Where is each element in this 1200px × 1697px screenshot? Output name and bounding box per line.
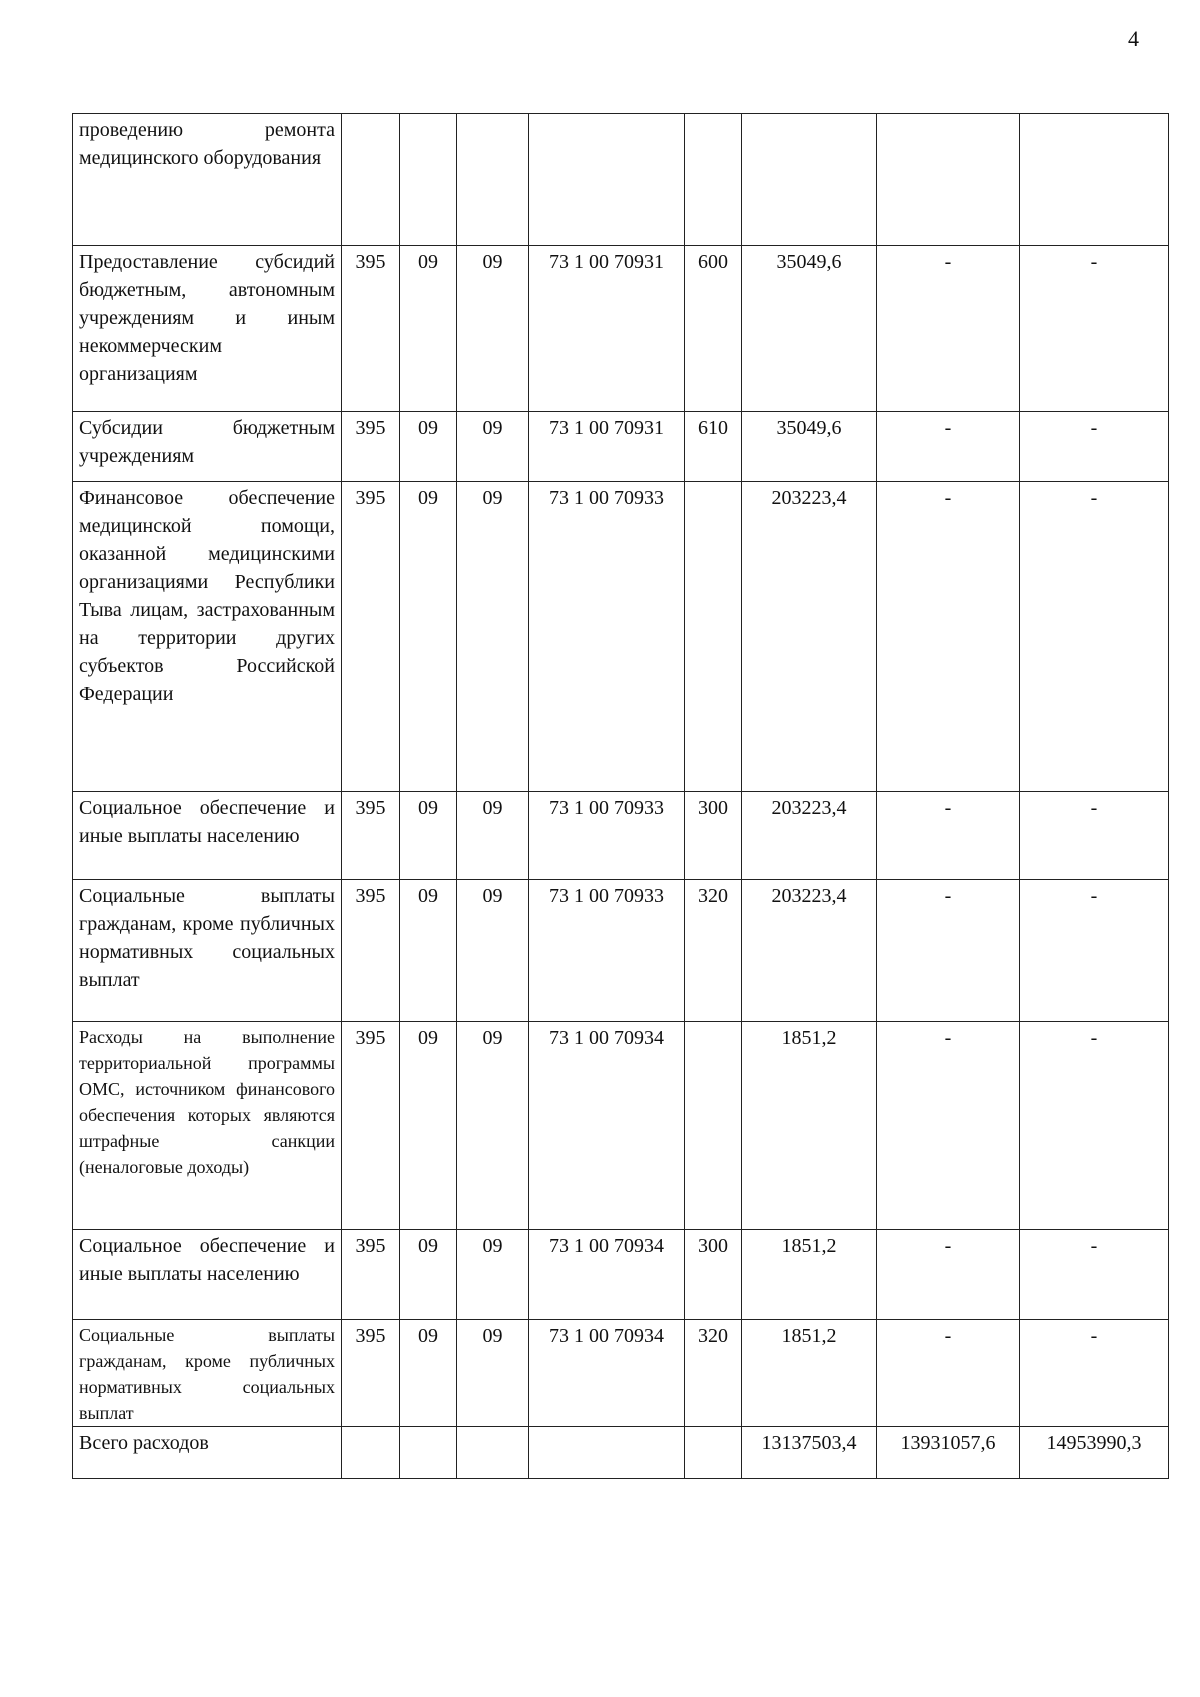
amount-year3-cell: - [1020, 412, 1169, 482]
amount-year1-cell [742, 114, 877, 246]
total-row [73, 1427, 1169, 1479]
subsection-cell: 09 [457, 1320, 529, 1427]
section-cell: 09 [400, 246, 457, 412]
table-row [73, 246, 1169, 412]
amount-year2-cell: - [877, 792, 1020, 880]
amount-year1-cell: 35049,6 [742, 412, 877, 482]
amount-year3-cell: - [1020, 1022, 1169, 1230]
grbs-cell: 395 [342, 412, 400, 482]
target-article-cell: 73 1 00 70934 [529, 1320, 685, 1427]
row-name: Социальное обеспечение и иные выплаты населению [73, 1230, 342, 1320]
amount-year1-cell: 203223,4 [742, 792, 877, 880]
section-cell: 09 [400, 1230, 457, 1320]
section-cell: 09 [400, 1022, 457, 1230]
expense-type-cell [685, 1427, 742, 1479]
section-cell: 09 [400, 412, 457, 482]
expense-type-cell [685, 482, 742, 792]
subsection-cell [457, 1427, 529, 1479]
target-article-cell: 73 1 00 70934 [529, 1230, 685, 1320]
grbs-cell: 395 [342, 1022, 400, 1230]
subsection-cell [457, 114, 529, 246]
subsection-cell: 09 [457, 246, 529, 412]
amount-year2-cell: - [877, 482, 1020, 792]
amount-year3-cell: - [1020, 482, 1169, 792]
expense-type-cell [685, 1022, 742, 1230]
table-row [73, 482, 1169, 792]
amount-year3-cell: - [1020, 880, 1169, 1022]
row-name: Финансовое обеспечение медицинской помощи, оказанной медицинскими организациями Республики Тыва лицам, застрахованным на территории других субъектов Российской Федерации [73, 482, 342, 792]
grbs-cell: 395 [342, 482, 400, 792]
row-name: Расходы на выполнение территориальной программы ОМС, источником финансового обеспечения которых являются штрафные санкции (неналоговые доходы) [73, 1022, 342, 1230]
table-row [73, 1230, 1169, 1320]
target-article-cell [529, 114, 685, 246]
amount-year1-cell: 35049,6 [742, 246, 877, 412]
grbs-cell: 395 [342, 792, 400, 880]
target-article-cell: 73 1 00 70931 [529, 412, 685, 482]
table-row [73, 114, 1169, 246]
target-article-cell [529, 1427, 685, 1479]
table-row [73, 412, 1169, 482]
expense-type-cell [685, 114, 742, 246]
target-article-cell: 73 1 00 70933 [529, 880, 685, 1022]
subsection-cell: 09 [457, 792, 529, 880]
row-name: Предоставление субсидий бюджетным, автономным учреждениям и иным некоммерческим организациям [73, 246, 342, 412]
section-cell [400, 1427, 457, 1479]
amount-year1-cell: 1851,2 [742, 1320, 877, 1427]
amount-year2-cell: - [877, 412, 1020, 482]
expense-type-cell: 300 [685, 1230, 742, 1320]
amount-year2-cell [877, 114, 1020, 246]
expense-type-cell: 600 [685, 246, 742, 412]
subsection-cell: 09 [457, 412, 529, 482]
table-row [73, 880, 1169, 1022]
section-cell [400, 114, 457, 246]
target-article-cell: 73 1 00 70934 [529, 1022, 685, 1230]
amount-year1-cell: 1851,2 [742, 1230, 877, 1320]
amount-year3-cell: - [1020, 792, 1169, 880]
page-number: 4 [1128, 26, 1139, 51]
budget-table [72, 113, 1169, 1479]
amount-year2-cell: - [877, 246, 1020, 412]
subsection-cell: 09 [457, 1230, 529, 1320]
table-row [73, 792, 1169, 880]
subsection-cell: 09 [457, 1022, 529, 1230]
row-name: проведению ремонта медицинского оборудования [73, 114, 342, 246]
row-name: Социальные выплаты гражданам, кроме публичных нормативных социальных выплат [73, 880, 342, 1022]
amount-year3-cell [1020, 114, 1169, 246]
amount-year2-cell: - [877, 1320, 1020, 1427]
total-year2-cell: 13931057,6 [877, 1427, 1020, 1479]
section-cell: 09 [400, 482, 457, 792]
amount-year1-cell: 1851,2 [742, 1022, 877, 1230]
grbs-cell: 395 [342, 246, 400, 412]
expense-type-cell: 320 [685, 1320, 742, 1427]
amount-year3-cell: - [1020, 246, 1169, 412]
expense-type-cell: 300 [685, 792, 742, 880]
table-row [73, 1022, 1169, 1230]
amount-year3-cell: - [1020, 1230, 1169, 1320]
subsection-cell: 09 [457, 482, 529, 792]
target-article-cell: 73 1 00 70931 [529, 246, 685, 412]
section-cell: 09 [400, 1320, 457, 1427]
row-name: Социальные выплаты гражданам, кроме публичных нормативных социальных выплат [73, 1320, 342, 1427]
grbs-cell [342, 1427, 400, 1479]
section-cell: 09 [400, 792, 457, 880]
grbs-cell: 395 [342, 880, 400, 1022]
table-row [73, 1320, 1169, 1427]
grbs-cell: 395 [342, 1320, 400, 1427]
subsection-cell: 09 [457, 880, 529, 1022]
row-name: Субсидии бюджетным учреждениям [73, 412, 342, 482]
total-year1-cell: 13137503,4 [742, 1427, 877, 1479]
amount-year2-cell: - [877, 1022, 1020, 1230]
expense-type-cell: 320 [685, 880, 742, 1022]
total-year3-cell: 14953990,3 [1020, 1427, 1169, 1479]
amount-year1-cell: 203223,4 [742, 880, 877, 1022]
target-article-cell: 73 1 00 70933 [529, 482, 685, 792]
amount-year2-cell: - [877, 880, 1020, 1022]
target-article-cell: 73 1 00 70933 [529, 792, 685, 880]
amount-year3-cell: - [1020, 1320, 1169, 1427]
amount-year1-cell: 203223,4 [742, 482, 877, 792]
amount-year2-cell: - [877, 1230, 1020, 1320]
expense-type-cell: 610 [685, 412, 742, 482]
section-cell: 09 [400, 880, 457, 1022]
grbs-cell: 395 [342, 1230, 400, 1320]
row-name: Социальное обеспечение и иные выплаты населению [73, 792, 342, 880]
total-label: Всего расходов [73, 1427, 342, 1479]
grbs-cell [342, 114, 400, 246]
